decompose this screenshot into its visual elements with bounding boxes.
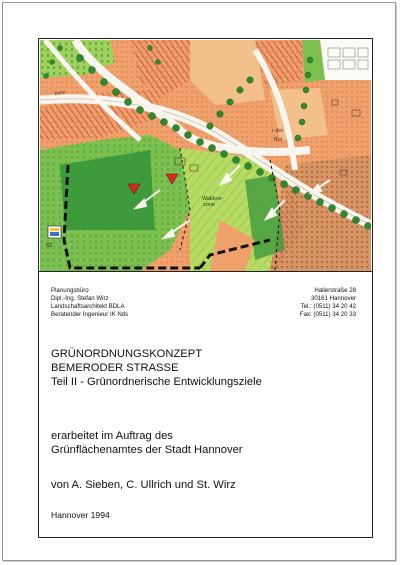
- commission-line-1: erarbeitet im Auftrag des: [51, 430, 173, 442]
- publication-date: Hannover 1994: [51, 510, 110, 520]
- office-phone: Tel.: (0511) 34 20 42: [300, 303, 356, 310]
- office-architect: Dipl.-Ing. Stefan Wirz: [51, 295, 109, 302]
- office-role: Beratender Ingenieur IK Nds: [51, 311, 129, 318]
- authors-line: von A. Sieben, C. Ullrich und St. Wirz: [51, 479, 236, 491]
- office-name: Planungsbüro: [51, 287, 89, 294]
- office-address-right: [248, 287, 356, 319]
- office-fax: Fax: (0511) 34 20 33: [299, 311, 356, 318]
- title-line-1: GRÜNORDNUNGSKONZEPT: [51, 348, 203, 360]
- map-label-fragment-1: r der: [272, 128, 284, 134]
- map-label-fragment-3: Bahn: [54, 89, 66, 96]
- commission-statement: [51, 429, 243, 457]
- office-city: 30161 Hannover: [310, 295, 356, 302]
- commission-line-2: Grünflächenamtes der Stadt Hannover: [51, 444, 243, 456]
- title-line-2: BEMERODER STRASSE: [51, 362, 179, 374]
- office-street: Hallerstraße 28: [314, 287, 356, 294]
- site-plan-map: [40, 40, 371, 271]
- title-line-3: Teil II - Grünordnerische Entwicklungsziele: [51, 376, 262, 388]
- map-label-fragment-2: Bul: [274, 137, 282, 143]
- map-label-waldvorzone-2: zone: [203, 202, 215, 208]
- document-title: [51, 347, 262, 389]
- office-title: Landschaftsarchitekt BDLA: [51, 303, 125, 310]
- section-divider: [38, 271, 373, 272]
- map-label-waldvorzone-1: Waldvor-: [202, 196, 224, 202]
- map-number: 52: [46, 243, 53, 249]
- map-legend-icon: [48, 226, 61, 238]
- office-address-left: [51, 287, 221, 319]
